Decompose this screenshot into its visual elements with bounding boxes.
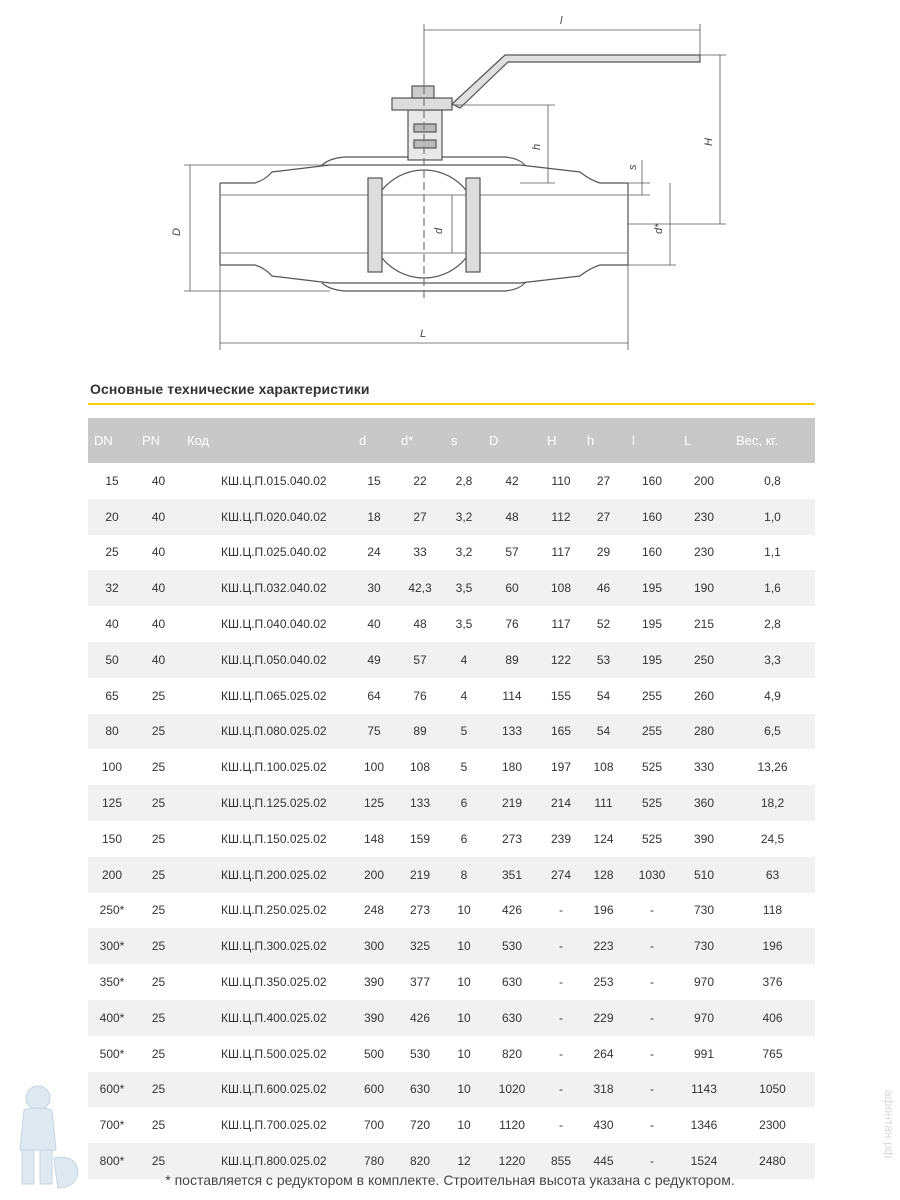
table-cell: 5 <box>460 760 468 775</box>
table-cell: 360 <box>678 785 730 821</box>
seat-left <box>368 178 382 272</box>
table-cell: 3,5 <box>445 570 483 606</box>
table-cell: 780 <box>353 1143 395 1179</box>
table-cell: 133 <box>483 714 541 750</box>
table-cell: 1220 <box>483 1143 541 1179</box>
table-cell: 1,0 <box>730 499 815 535</box>
table-cell: - <box>626 928 678 964</box>
table-cell: 111 <box>581 785 626 821</box>
table-cell: КШ.Ц.П.025.040.02 <box>221 545 327 560</box>
dim-D: D <box>171 228 183 236</box>
table-cell: 150 <box>101 831 123 846</box>
table-cell: 1020 <box>483 1072 541 1108</box>
table-cell: 89 <box>395 714 445 750</box>
table-cell: 3,5 <box>455 617 473 632</box>
table-cell: 350* <box>99 975 125 990</box>
table-row <box>88 1036 815 1072</box>
table-cell: 2480 <box>730 1143 815 1179</box>
table-cell: 133 <box>395 785 445 821</box>
title-underline <box>88 403 815 405</box>
table-cell: 27 <box>596 473 611 488</box>
table-cell: КШ.Ц.П.200.025.02 <box>181 857 353 893</box>
table-cell: 219 <box>395 857 445 893</box>
table-cell: 24 <box>367 545 381 560</box>
table-cell: 50 <box>88 642 136 678</box>
table-cell: 525 <box>641 831 663 846</box>
table-cell: 4 <box>445 642 483 678</box>
table-cell: 25 <box>151 975 166 990</box>
table-cell: 4 <box>460 688 468 703</box>
table-cell: 13,26 <box>757 760 788 775</box>
dim-s: s <box>627 164 639 170</box>
table-cell: 430 <box>593 1118 614 1133</box>
table-cell: 25 <box>136 1000 181 1036</box>
column-header: DN <box>88 418 136 463</box>
table-cell: 108 <box>593 760 614 775</box>
table-cell: 128 <box>581 857 626 893</box>
table-cell: 8 <box>445 857 483 893</box>
column-header: l <box>626 418 678 463</box>
table-cell: 10 <box>445 1072 483 1108</box>
table-cell: 30 <box>353 570 395 606</box>
table-cell: 500 <box>363 1046 385 1061</box>
table-cell: 406 <box>730 1000 815 1036</box>
table-cell: 765 <box>762 1046 783 1061</box>
table-cell: 10 <box>457 903 471 918</box>
column-header: H <box>541 418 581 463</box>
table-body <box>88 463 815 1179</box>
table-cell: 600 <box>353 1072 395 1108</box>
table-cell: 159 <box>409 831 431 846</box>
table-cell: 25 <box>151 903 166 918</box>
table-row <box>88 928 815 964</box>
table-cell: 351 <box>483 857 541 893</box>
table-cell: 377 <box>409 975 431 990</box>
table-cell: 20 <box>88 499 136 535</box>
table-cell: 445 <box>581 1143 626 1179</box>
watermark-text: афонтан.рф <box>882 1090 896 1159</box>
table-cell: 5 <box>445 714 483 750</box>
table-cell: 200 <box>88 857 136 893</box>
table-cell: 1120 <box>499 1118 525 1133</box>
table-cell: 390 <box>353 1000 395 1036</box>
table-cell: 223 <box>581 928 626 964</box>
table-cell: 200 <box>353 857 395 893</box>
table-cell: 330 <box>693 760 715 775</box>
table-cell: 15 <box>105 473 119 488</box>
table-cell: 40 <box>136 642 181 678</box>
plumber-mascot-watermark <box>6 1080 86 1195</box>
table-cell: 525 <box>626 785 678 821</box>
table-cell: 253 <box>593 975 614 990</box>
table-cell: 122 <box>541 642 581 678</box>
table-cell: 10 <box>457 1046 471 1061</box>
table-cell: 230 <box>693 545 715 560</box>
table-row <box>88 1072 815 1108</box>
table-cell: 970 <box>693 975 715 990</box>
table-cell: 600* <box>88 1072 136 1108</box>
table-cell: 125 <box>353 785 395 821</box>
table-cell: 180 <box>501 760 523 775</box>
table-cell: КШ.Ц.П.150.025.02 <box>221 831 327 846</box>
stem-nut <box>392 98 452 110</box>
table-row <box>88 785 815 821</box>
table-cell: 25 <box>136 785 181 821</box>
table-cell: 426 <box>501 903 523 918</box>
table-row <box>88 714 815 750</box>
table-cell: 65 <box>105 688 119 703</box>
table-cell: 700 <box>363 1118 385 1133</box>
table-cell: 42,3 <box>395 570 445 606</box>
table-cell: КШ.Ц.П.032.040.02 <box>181 570 353 606</box>
column-header: s <box>445 418 483 463</box>
table-cell: 32 <box>88 570 136 606</box>
table-cell: 500* <box>99 1046 125 1061</box>
table-cell: - <box>650 1118 654 1133</box>
table-cell: 300 <box>353 928 395 964</box>
dim-H: H <box>703 138 715 146</box>
table-cell: 40 <box>136 570 181 606</box>
table-cell: 510 <box>678 857 730 893</box>
dim-h: h <box>531 143 543 150</box>
table-row <box>88 499 815 535</box>
table-cell: 800* <box>88 1143 136 1179</box>
table-cell: 273 <box>409 903 431 918</box>
table-cell: КШ.Ц.П.300.025.02 <box>181 928 353 964</box>
table-cell: 280 <box>678 714 730 750</box>
table-cell: 40 <box>151 473 166 488</box>
table-cell: 80 <box>88 714 136 750</box>
table-cell: 6 <box>445 785 483 821</box>
table-cell: 260 <box>693 688 715 703</box>
table-cell: - <box>650 1046 654 1061</box>
table-row <box>88 570 815 606</box>
seat-right <box>466 178 480 272</box>
column-header: d <box>353 418 395 463</box>
table-cell: 4,9 <box>764 688 781 703</box>
table-cell: 730 <box>678 928 730 964</box>
table-cell: 10 <box>457 1118 471 1133</box>
footnote: * поставляется с редуктором в комплекте. Строительная высота указана с редуктором. <box>165 1172 735 1188</box>
table-cell: 426 <box>395 1000 445 1036</box>
table-cell: 195 <box>641 617 663 632</box>
table-cell: 855 <box>541 1143 581 1179</box>
column-header: D <box>483 418 541 463</box>
table-cell: КШ.Ц.П.050.040.02 <box>181 642 353 678</box>
table-cell: 42 <box>505 473 519 488</box>
table-cell: 40 <box>151 545 166 560</box>
table-cell: - <box>626 1143 678 1179</box>
table-row <box>88 749 815 785</box>
table-cell: 18,2 <box>730 785 815 821</box>
table-cell: 390 <box>693 831 715 846</box>
table-cell: 630 <box>501 975 523 990</box>
table-cell: 117 <box>551 617 571 632</box>
table-cell: 3,3 <box>730 642 815 678</box>
table-cell: 264 <box>593 1046 614 1061</box>
table-cell: 1,6 <box>730 570 815 606</box>
table-cell: КШ.Ц.П.400.025.02 <box>181 1000 353 1036</box>
table-cell: 160 <box>641 473 663 488</box>
table-row <box>88 642 815 678</box>
table-cell: КШ.Ц.П.250.025.02 <box>221 903 327 918</box>
table-cell: 1143 <box>678 1072 730 1108</box>
table-cell: 114 <box>502 688 522 703</box>
table-cell: 318 <box>581 1072 626 1108</box>
table-cell: 195 <box>626 570 678 606</box>
table-cell: 820 <box>501 1046 523 1061</box>
table-cell: 250 <box>678 642 730 678</box>
table-cell: 125 <box>88 785 136 821</box>
table-cell: 630 <box>483 1000 541 1036</box>
table-cell: 108 <box>541 570 581 606</box>
table-cell: КШ.Ц.П.500.025.02 <box>221 1046 327 1061</box>
table-cell: 60 <box>483 570 541 606</box>
table-cell: 148 <box>363 831 385 846</box>
table-cell: 25 <box>136 1143 181 1179</box>
table-cell: 100 <box>363 760 385 775</box>
dim-d-star: d* <box>653 223 665 234</box>
table-cell: 25 <box>151 760 166 775</box>
table-cell: 52 <box>596 617 611 632</box>
table-cell: 40 <box>136 499 181 535</box>
table-cell: 196 <box>730 928 815 964</box>
table-cell: 165 <box>541 714 581 750</box>
table-cell: 40 <box>105 617 119 632</box>
table-row <box>88 964 815 1000</box>
table-cell: КШ.Ц.П.350.025.02 <box>221 975 327 990</box>
table-cell: 255 <box>641 688 663 703</box>
table-cell: 22 <box>413 473 427 488</box>
table-cell: - <box>626 1000 678 1036</box>
table-cell: 1030 <box>626 857 678 893</box>
table-cell: - <box>650 903 654 918</box>
table-cell: 250* <box>99 903 125 918</box>
spec-table <box>88 418 815 1179</box>
table-cell: 117 <box>551 545 571 560</box>
table-cell: 25 <box>151 831 166 846</box>
table-cell: 390 <box>363 975 385 990</box>
table-cell: 300* <box>88 928 136 964</box>
table-cell: 160 <box>641 545 663 560</box>
table-row <box>88 535 815 571</box>
table-cell: 1524 <box>678 1143 730 1179</box>
table-cell: 27 <box>581 499 626 535</box>
table-cell: 108 <box>409 760 431 775</box>
table-cell: 325 <box>395 928 445 964</box>
table-cell: 274 <box>541 857 581 893</box>
column-header: PN <box>136 418 181 463</box>
table-cell: 230 <box>678 499 730 535</box>
table-cell: 100 <box>101 760 123 775</box>
table-cell: 2,8 <box>764 617 781 632</box>
table-cell: 24,5 <box>760 831 785 846</box>
table-cell: 53 <box>581 642 626 678</box>
column-header: Вес, кг. <box>730 418 815 463</box>
table-cell: 29 <box>596 545 611 560</box>
table-cell: 219 <box>483 785 541 821</box>
table-cell: 15 <box>367 473 381 488</box>
table-cell: 525 <box>641 760 663 775</box>
table-cell: 214 <box>541 785 581 821</box>
table-row <box>88 857 815 893</box>
table-cell: 255 <box>626 714 678 750</box>
table-cell: 3,2 <box>455 545 473 560</box>
table-cell: 25 <box>151 1118 166 1133</box>
table-cell: 33 <box>413 545 427 560</box>
table-cell: 54 <box>596 688 611 703</box>
dim-l-top: l <box>560 15 563 27</box>
column-header: Код <box>181 418 353 463</box>
table-cell: 10 <box>445 928 483 964</box>
table-row <box>88 606 815 642</box>
table-cell: КШ.Ц.П.600.025.02 <box>181 1072 353 1108</box>
table-cell: - <box>541 1072 581 1108</box>
table-cell: 196 <box>593 903 614 918</box>
table-row <box>88 463 815 499</box>
table-row <box>88 1000 815 1036</box>
table-cell: 0,8 <box>764 473 781 488</box>
table-cell: 46 <box>581 570 626 606</box>
table-cell: КШ.Ц.П.080.025.02 <box>181 714 353 750</box>
table-cell: 40 <box>367 617 381 632</box>
table-cell: 49 <box>353 642 395 678</box>
table-cell: 248 <box>363 903 385 918</box>
table-cell: 112 <box>541 499 581 535</box>
table-cell: 12 <box>445 1143 483 1179</box>
table-cell: 530 <box>483 928 541 964</box>
table-cell: 76 <box>413 688 427 703</box>
table-header-row <box>88 418 815 463</box>
table-cell: КШ.Ц.П.125.025.02 <box>181 785 353 821</box>
table-cell: 190 <box>678 570 730 606</box>
table-cell: 89 <box>483 642 541 678</box>
table-cell: 160 <box>626 499 678 535</box>
table-cell: 2300 <box>759 1118 786 1133</box>
section-title: Основные технические характеристики <box>90 381 370 397</box>
table-cell: 239 <box>550 831 572 846</box>
table-cell: 195 <box>626 642 678 678</box>
table-cell: 10 <box>445 1000 483 1036</box>
table-row <box>88 893 815 929</box>
table-cell: 1050 <box>730 1072 815 1108</box>
column-header: d* <box>395 418 445 463</box>
table-cell: КШ.Ц.П.015.040.02 <box>221 473 327 488</box>
table-cell: 197 <box>550 760 572 775</box>
table-cell: 720 <box>409 1118 431 1133</box>
table-cell: 57 <box>505 545 519 560</box>
table-cell: 124 <box>593 831 614 846</box>
table-cell: 530 <box>409 1046 431 1061</box>
table-cell: КШ.Ц.П.065.025.02 <box>221 688 327 703</box>
table-cell: 76 <box>505 617 519 632</box>
table-cell: 991 <box>693 1046 715 1061</box>
table-cell: КШ.Ц.П.020.040.02 <box>181 499 353 535</box>
column-header: L <box>678 418 730 463</box>
table-cell: КШ.Ц.П.100.025.02 <box>221 760 327 775</box>
table-cell: 6 <box>460 831 468 846</box>
table-cell: 25 <box>105 545 119 560</box>
table-cell: 229 <box>581 1000 626 1036</box>
table-cell: 25 <box>136 857 181 893</box>
table-cell: 10 <box>457 975 471 990</box>
table-cell: 376 <box>762 975 783 990</box>
table-cell: КШ.Ц.П.800.025.02 <box>181 1143 353 1179</box>
table-cell: 118 <box>762 903 783 918</box>
table-cell: 155 <box>550 688 572 703</box>
table-cell: - <box>541 1000 581 1036</box>
table-cell: 18 <box>353 499 395 535</box>
table-cell: 27 <box>395 499 445 535</box>
table-cell: 2,8 <box>455 473 473 488</box>
table-cell: КШ.Ц.П.040.040.02 <box>221 617 327 632</box>
table-cell: 48 <box>483 499 541 535</box>
table-cell: 48 <box>413 617 427 632</box>
table-cell: 25 <box>136 714 181 750</box>
table-cell: 25 <box>151 688 166 703</box>
table-cell: 57 <box>395 642 445 678</box>
table-cell: 25 <box>151 1046 166 1061</box>
table-cell: 215 <box>693 617 715 632</box>
table-cell: 1,1 <box>764 545 781 560</box>
table-cell: - <box>559 903 563 918</box>
column-header: h <box>581 418 626 463</box>
table-cell: 400* <box>88 1000 136 1036</box>
table-cell: 64 <box>367 688 381 703</box>
table-cell: 820 <box>395 1143 445 1179</box>
dim-L-bottom: L <box>420 328 427 340</box>
table-cell: 6,5 <box>730 714 815 750</box>
table-cell: - <box>626 1072 678 1108</box>
table-cell: 110 <box>551 473 571 488</box>
table-cell: 1346 <box>690 1118 718 1133</box>
dim-d: d <box>433 227 445 234</box>
table-cell: 273 <box>501 831 523 846</box>
table-cell: 25 <box>136 1072 181 1108</box>
table-cell: - <box>541 928 581 964</box>
table-cell: 75 <box>353 714 395 750</box>
valve-drawing <box>0 0 900 370</box>
stem <box>408 110 442 160</box>
table-cell: 700* <box>99 1118 125 1133</box>
table-cell: 200 <box>693 473 715 488</box>
table-cell: 40 <box>151 617 166 632</box>
table-cell: - <box>650 975 654 990</box>
table-cell: 25 <box>136 928 181 964</box>
table-cell: - <box>559 1118 563 1133</box>
table-cell: КШ.Ц.П.700.025.02 <box>221 1118 327 1133</box>
table-cell: - <box>559 975 563 990</box>
table-cell: 63 <box>730 857 815 893</box>
table-cell: 54 <box>581 714 626 750</box>
table-row <box>88 821 815 857</box>
table-cell: - <box>559 1046 563 1061</box>
table-cell: 3,2 <box>445 499 483 535</box>
handle <box>452 55 700 108</box>
table-cell: 630 <box>395 1072 445 1108</box>
table-row <box>88 678 815 714</box>
table-cell: 970 <box>678 1000 730 1036</box>
table-cell: 730 <box>693 903 715 918</box>
table-row <box>88 1107 815 1143</box>
